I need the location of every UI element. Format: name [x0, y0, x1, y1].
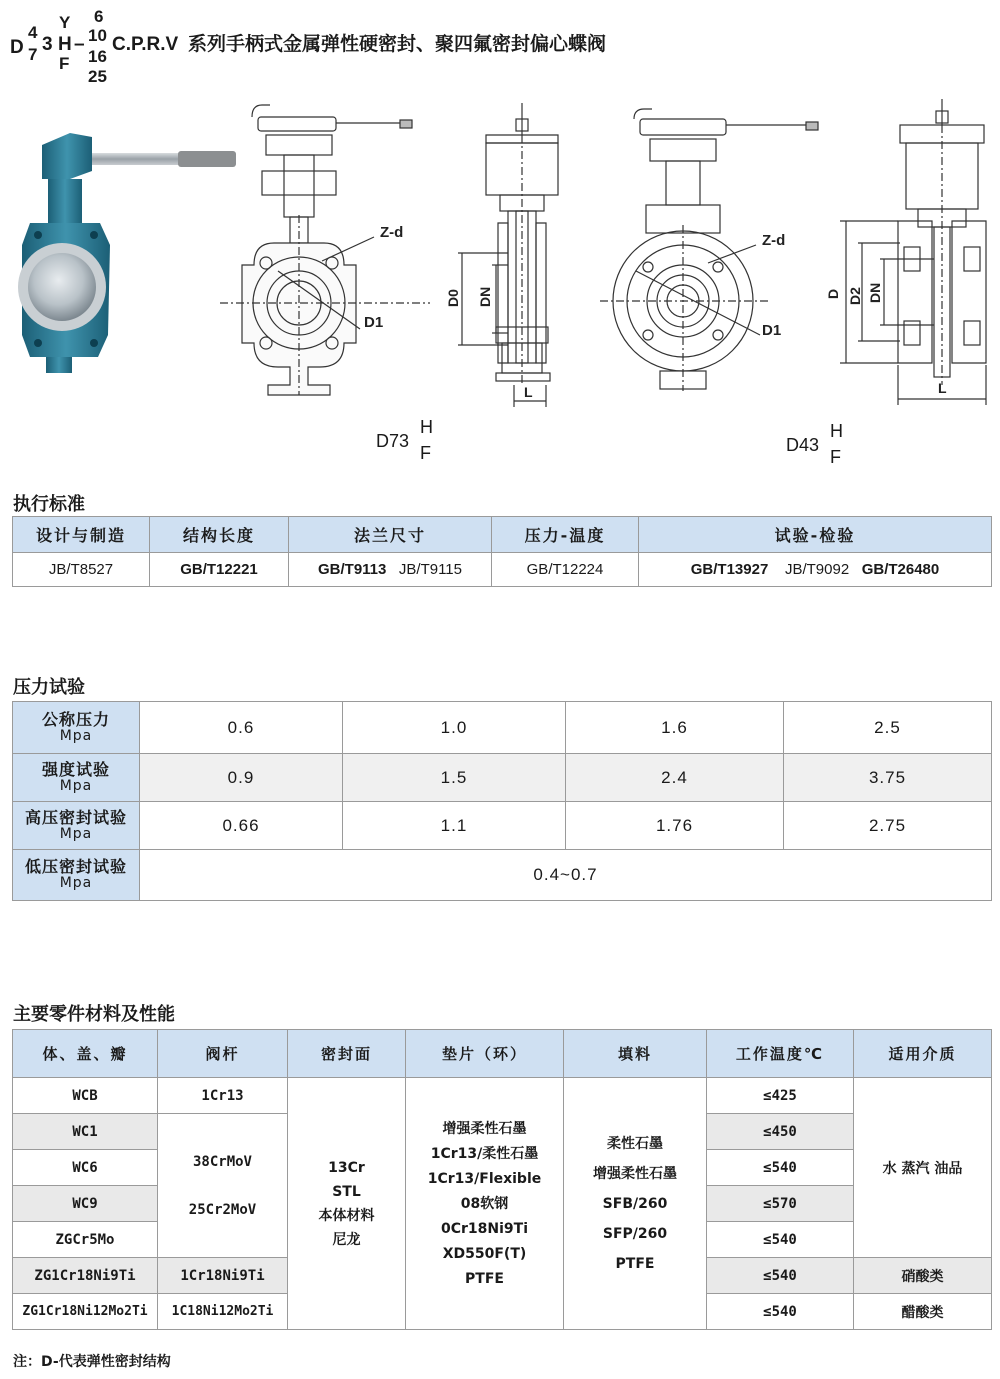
caption-d43-base: D43 — [786, 435, 820, 455]
gasket-item: 增强柔性石墨 — [442, 1120, 527, 1137]
model-dash: – — [74, 34, 85, 55]
gasket-item: XD550F(T) — [442, 1245, 527, 1262]
packing-item: PTFE — [615, 1255, 655, 1272]
technical-drawings — [0, 95, 1000, 475]
pressure-label-low-seal-text: 低压密封试验 — [24, 857, 127, 877]
label-d2: D2 — [847, 287, 863, 305]
mat-header-packing: 填料 — [564, 1030, 707, 1078]
pressure-label-nominal-text: 公称压力 — [41, 709, 110, 729]
caption-d43-bottom: F — [830, 447, 841, 467]
mat-temp-cell: ≤570 — [707, 1186, 854, 1222]
mat-temp-cell: ≤540 — [707, 1150, 854, 1186]
pressure-title: 压力试验 — [13, 677, 85, 698]
stem-item: 38CrMoV — [192, 1153, 252, 1170]
model-three: 3 — [42, 34, 53, 55]
mat-body-cell: WC6 — [13, 1150, 158, 1186]
label-zd-2: Z-d — [762, 232, 786, 249]
label-l-1: L — [524, 384, 533, 400]
label-zd-1: Z-d — [380, 224, 404, 241]
pressure-cell: 1.1 — [343, 802, 566, 850]
seal-item: 尼龙 — [332, 1231, 361, 1248]
packing-item: SFB/260 — [602, 1195, 668, 1212]
model-d: D — [10, 37, 24, 58]
std-header-pt: 压力-温度 — [492, 517, 639, 553]
materials-header-row — [13, 1030, 992, 1078]
std-header-design: 设计与制造 — [13, 517, 150, 553]
seal-item: 13Cr — [328, 1159, 365, 1176]
pressure-row-high-seal — [13, 802, 992, 850]
gasket-item: PTFE — [465, 1270, 504, 1287]
caption-d73-bottom: F — [420, 443, 431, 463]
model-p16: 16 — [88, 47, 107, 66]
mat-temp-cell: ≤450 — [707, 1114, 854, 1150]
pressure-row-nominal — [13, 702, 992, 754]
packing-item: 增强柔性石墨 — [593, 1165, 677, 1182]
mat-temp-cell: ≤425 — [707, 1078, 854, 1114]
pressure-row-strength — [13, 754, 992, 802]
drawing-d43-front — [600, 109, 818, 391]
model-p25: 25 — [88, 67, 107, 86]
drawing-d73-side — [458, 103, 558, 407]
pressure-cell: 1.0 — [343, 702, 566, 754]
model-f: F — [59, 54, 70, 73]
label-dn-2: DN — [867, 282, 883, 303]
mat-stem-cell: 1Cr13 — [158, 1078, 288, 1114]
pressure-unit-4: Mpa — [59, 875, 93, 892]
pressure-label-high-seal-text: 高压密封试验 — [24, 807, 127, 827]
mat-body-cell: ZG1Cr18Ni9Ti — [13, 1258, 158, 1294]
gasket-item: 1Cr13/Flexible — [427, 1170, 542, 1187]
mat-stem-cell: 1C18Ni12Mo2Ti — [158, 1294, 288, 1330]
caption-d73 — [376, 417, 446, 467]
pressure-cell: 2.5 — [784, 702, 992, 754]
mat-seal-cell — [288, 1078, 406, 1330]
std-test-1: GB/T13927 — [690, 561, 769, 578]
pressure-table — [12, 701, 992, 901]
drawing-d43-side — [840, 99, 986, 405]
label-d1-1: D1 — [364, 314, 384, 331]
pressure-label-strength — [13, 754, 140, 802]
pressure-cell: 1.5 — [343, 754, 566, 802]
packing-item: 柔性石墨 — [607, 1135, 663, 1152]
mat-medium-cell: 硝酸类 — [854, 1258, 992, 1294]
model-name: 系列手柄式金属弹性硬密封、聚四氟密封偏心蝶阀 — [188, 33, 607, 55]
model-h: H — [58, 34, 72, 55]
pressure-cell: 0.6 — [140, 702, 343, 754]
std-test-2: JB/T9092 — [784, 561, 850, 578]
pressure-cell: 2.4 — [566, 754, 784, 802]
materials-table — [12, 1029, 992, 1330]
pressure-unit-2: Mpa — [59, 777, 93, 794]
pressure-label-low-seal — [13, 850, 140, 901]
pressure-cell: 0.66 — [140, 802, 343, 850]
caption-d73-base: D73 — [376, 431, 410, 451]
mat-body-cell: WCB — [13, 1078, 158, 1114]
mat-temp-cell: ≤540 — [707, 1258, 854, 1294]
mat-header-seal: 密封面 — [288, 1030, 406, 1078]
model-p6: 6 — [94, 7, 104, 26]
caption-d73-top: H — [420, 417, 433, 437]
pressure-cell: 3.75 — [784, 754, 992, 802]
pressure-cell: 1.76 — [566, 802, 784, 850]
pressure-cell: 0.9 — [140, 754, 343, 802]
mat-medium-cell: 醋酸类 — [854, 1294, 992, 1330]
standards-title: 执行标准 — [13, 494, 85, 515]
stem-item: 25Cr2MoV — [188, 1201, 257, 1218]
std-header-flange: 法兰尺寸 — [289, 517, 492, 553]
mat-body-cell: ZG1Cr18Ni12Mo2Ti — [13, 1294, 158, 1330]
model-p10: 10 — [88, 26, 107, 45]
packing-item: SFP/260 — [602, 1225, 668, 1242]
std-flange — [289, 553, 492, 587]
mat-packing-cell — [564, 1078, 707, 1330]
std-header-length: 结构长度 — [150, 517, 289, 553]
pressure-label-strength-text: 强度试验 — [41, 759, 110, 779]
label-d: D — [825, 288, 841, 299]
pressure-cell: 2.75 — [784, 802, 992, 850]
std-test-3: GB/T26480 — [861, 561, 940, 578]
mat-body-cell: WC9 — [13, 1186, 158, 1222]
pressure-cell: 1.6 — [566, 702, 784, 754]
standards-header-row — [13, 517, 992, 553]
gasket-item: 0Cr18Ni9Ti — [440, 1220, 528, 1237]
std-length: GB/T12221 — [150, 553, 289, 587]
pressure-label-nominal — [13, 702, 140, 754]
label-dn-1: DN — [477, 286, 493, 307]
std-header-test: 试验-检验 — [639, 517, 992, 553]
label-l-2: L — [938, 380, 947, 396]
mat-stem-cell: 1Cr18Ni9Ti — [158, 1258, 288, 1294]
std-flange-1: GB/T9113 — [318, 561, 387, 578]
gasket-item: 08软钢 — [460, 1195, 509, 1212]
model-suffix: C.P.R.V — [112, 34, 179, 55]
pressure-label-high-seal — [13, 802, 140, 850]
mat-medium-cell: 水 蒸汽 油品 — [854, 1078, 992, 1258]
mat-row-1 — [13, 1078, 992, 1114]
mat-header-medium: 适用介质 — [854, 1030, 992, 1078]
mat-header-body: 体、盖、瓣 — [13, 1030, 158, 1078]
mat-body-cell: ZGCr5Mo — [13, 1222, 158, 1258]
drawing-d73-front — [220, 105, 430, 395]
gasket-item: 1Cr13/柔性石墨 — [430, 1145, 539, 1162]
pressure-unit-3: Mpa — [59, 825, 93, 842]
std-flange-2: JB/T9115 — [398, 561, 462, 578]
caption-d43-top: H — [830, 421, 843, 441]
mat-body-cell: WC1 — [13, 1114, 158, 1150]
standards-table — [12, 516, 992, 587]
seal-item: 本体材料 — [318, 1207, 375, 1224]
caption-d43 — [786, 421, 856, 471]
mat-temp-cell: ≤540 — [707, 1294, 854, 1330]
mat-header-stem: 阀杆 — [158, 1030, 288, 1078]
std-test — [639, 553, 992, 587]
mat-header-gasket: 垫片（环） — [406, 1030, 564, 1078]
std-design: JB/T8527 — [13, 553, 150, 587]
pressure-unit-1: Mpa — [59, 727, 93, 744]
label-d1-2: D1 — [762, 322, 782, 339]
seal-item: STL — [332, 1183, 361, 1200]
mat-gasket-cell — [406, 1078, 564, 1330]
pressure-cell-merged: 0.4~0.7 — [140, 850, 992, 901]
mat-temp-cell: ≤540 — [707, 1222, 854, 1258]
materials-title: 主要零件材料及性能 — [13, 1004, 175, 1025]
mat-stem-cell-group — [158, 1114, 288, 1258]
standards-value-row — [13, 553, 992, 587]
mat-header-temp: 工作温度℃ — [707, 1030, 854, 1078]
footnote: 注：D-代表弹性密封结构 — [13, 1354, 171, 1370]
model-pre-top: 4 — [28, 23, 38, 42]
model-y: Y — [59, 13, 71, 32]
model-pre-bot: 7 — [28, 45, 38, 64]
label-d0: D0 — [445, 289, 461, 307]
drawings-area — [0, 95, 1000, 475]
std-pt: GB/T12224 — [492, 553, 639, 587]
valve-photo — [18, 133, 236, 373]
pressure-row-low-seal — [13, 850, 992, 901]
